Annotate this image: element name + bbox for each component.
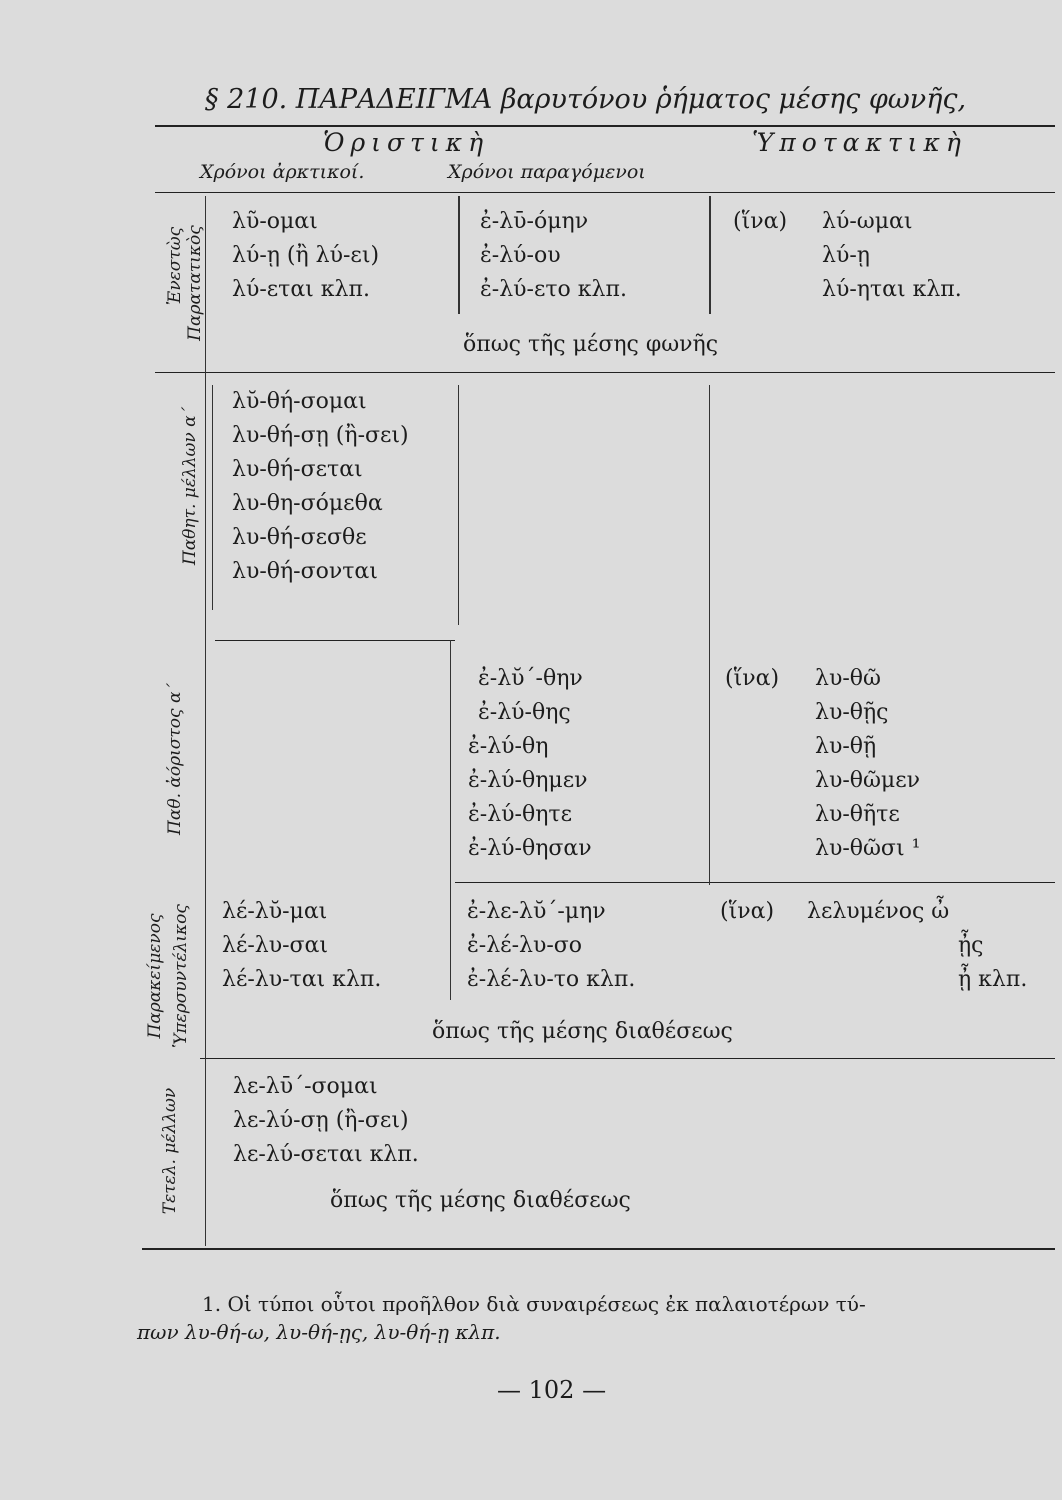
column-separator: [450, 640, 451, 1000]
aor-pass-ypotaktiki: [815, 662, 920, 866]
form: λυ-θή-σεται: [232, 457, 363, 482]
form: λυ-θή-σεσθε: [232, 525, 367, 550]
form: λέ-λυ-σαι: [222, 933, 329, 958]
row-rule: [200, 1058, 1055, 1059]
form: λε-λύ-σεται κλπ.: [233, 1142, 419, 1167]
row-rule: [455, 882, 1055, 883]
form: λυ-θῶ: [815, 666, 881, 691]
aor-pass-paragomenoi: [468, 662, 592, 866]
row-label-ypersyntelikos: Ὑπερσυντέλικος: [171, 904, 191, 1048]
form: λῠ-θή-σομαι: [232, 389, 367, 414]
label-column-separator: [205, 196, 206, 1246]
fut-perf-arktikoi: [233, 1070, 419, 1172]
perfect-ypotaktiki-main: λελυμένος ὦ: [807, 899, 950, 924]
present-note: ὅπως τῆς μέσης φωνῆς: [463, 332, 719, 357]
form: λέ-λυ-ται κλπ.: [222, 967, 382, 992]
column-separator: [212, 385, 213, 610]
header-ypotaktiki: Ὑποτακτικὴ: [752, 128, 967, 157]
row-rule: [215, 640, 455, 641]
row-label-parakeimenos: Παρακείμενος: [145, 913, 165, 1039]
perfect-paragomenoi: [467, 895, 635, 997]
form: λε-λῡ΄-σομαι: [233, 1074, 378, 1099]
form: λῦ-ομαι: [232, 209, 318, 234]
header-rule: [155, 192, 1055, 193]
fut-perf-note: ὅπως τῆς μέσης διαθέσεως: [330, 1188, 631, 1213]
form: ἐ-λέ-λυ-σο: [467, 933, 583, 958]
form: λυ-θῆτε: [815, 802, 900, 827]
form: λυ-θῶμεν: [815, 768, 921, 793]
perfect-hina: (ἵνα): [720, 899, 775, 924]
header-chronoi-arktikoi: Χρόνοι ἀρκτικοί.: [200, 161, 365, 183]
form: ἐ-λῡ-όμην: [480, 209, 589, 234]
form: ἐ-λύ-θη: [468, 734, 549, 759]
fut-pass-arktikoi: [232, 385, 409, 589]
form: λύ-ηται κλπ.: [822, 277, 962, 302]
column-separator: [709, 385, 710, 885]
form: λύ-ωμαι: [822, 209, 913, 234]
form: λυ-θή-σονται: [232, 559, 378, 584]
row-label-fut-perf: Τετελ. μέλλων: [160, 1087, 180, 1215]
form: λύ-εται κλπ.: [232, 277, 370, 302]
form: λυ-θη-σόμεθα: [232, 491, 383, 516]
present-paragomenoi: [480, 205, 627, 307]
form: ἐ-λύ-ου: [480, 243, 561, 268]
footnote-line-2: πων λυ-θή-ω, λυ-θή-ῃς, λυ-θή-ῃ κλπ.: [137, 1320, 501, 1344]
present-hina: (ἵνα): [733, 209, 788, 234]
form: ἐ-λέ-λυ-το κλπ.: [467, 967, 636, 992]
form: ἐ-λύ-θητε: [468, 802, 572, 827]
form: λε-λύ-σῃ (ἢ-σει): [233, 1108, 409, 1133]
column-separator: [458, 385, 459, 625]
title-rule: [155, 125, 1055, 127]
row-rule: [155, 372, 1055, 373]
row-label-paratatikos: Παρατατικὸς: [185, 225, 205, 341]
column-separator: [458, 196, 460, 314]
column-separator: [709, 196, 711, 314]
form: ἐ-λύ-θης: [478, 700, 571, 725]
form: ἐ-λύ-θημεν: [468, 768, 588, 793]
form: λύ-ῃ: [822, 243, 870, 268]
form: ἐ-λύ-θησαν: [468, 836, 592, 861]
perfect-ypotaktiki-3: ᾖ κλπ.: [958, 967, 1028, 992]
row-label-enestos: Ἐνεστὼς: [165, 226, 185, 306]
form: λυ-θῇς: [815, 700, 889, 725]
page-title: § 210. ΠΑΡΑΔΕΙΓΜΑ βαρυτόνου ῥήματος μέσης φωνῆς,: [205, 84, 967, 115]
form: λύ-ῃ (ἢ λύ-ει): [232, 243, 380, 268]
form: λυ-θῇ: [815, 734, 877, 759]
form: λυ-θῶσι ¹: [815, 836, 921, 861]
form: λυ-θή-σῃ (ἢ-σει): [232, 423, 409, 448]
table-bottom-rule: [142, 1248, 1055, 1250]
page-number: — 102 —: [497, 1376, 607, 1404]
form: ἐ-λύ-ετο κλπ.: [480, 277, 627, 302]
form: λέ-λῠ-μαι: [222, 899, 328, 924]
row-label-aor-pass: Παθ. ἀόριστος α΄: [165, 683, 185, 835]
perfect-ypotaktiki-2: ᾖς: [958, 933, 984, 958]
footnote-line-1: 1. Οἱ τύποι οὗτοι προῆλθον διὰ συναιρέσεως ἐκ παλαιοτέρων τύ-: [202, 1292, 866, 1316]
perfect-arktikoi: [222, 895, 381, 997]
header-oristiki: Ὁριστικὴ: [323, 128, 490, 157]
header-chronoi-paragomenoi: Χρόνοι παραγόμενοι: [448, 161, 646, 183]
present-arktikoi: [232, 205, 379, 307]
present-ypotaktiki: [822, 205, 962, 307]
aor-pass-hina: (ἵνα): [725, 666, 780, 691]
perfect-note: ὅπως τῆς μέσης διαθέσεως: [432, 1019, 733, 1044]
form: ἐ-λῠ΄-θην: [478, 666, 583, 691]
form: ἐ-λε-λῠ΄-μην: [467, 899, 606, 924]
row-label-fut-pass: Παθητ. μέλλων α΄: [180, 406, 200, 566]
